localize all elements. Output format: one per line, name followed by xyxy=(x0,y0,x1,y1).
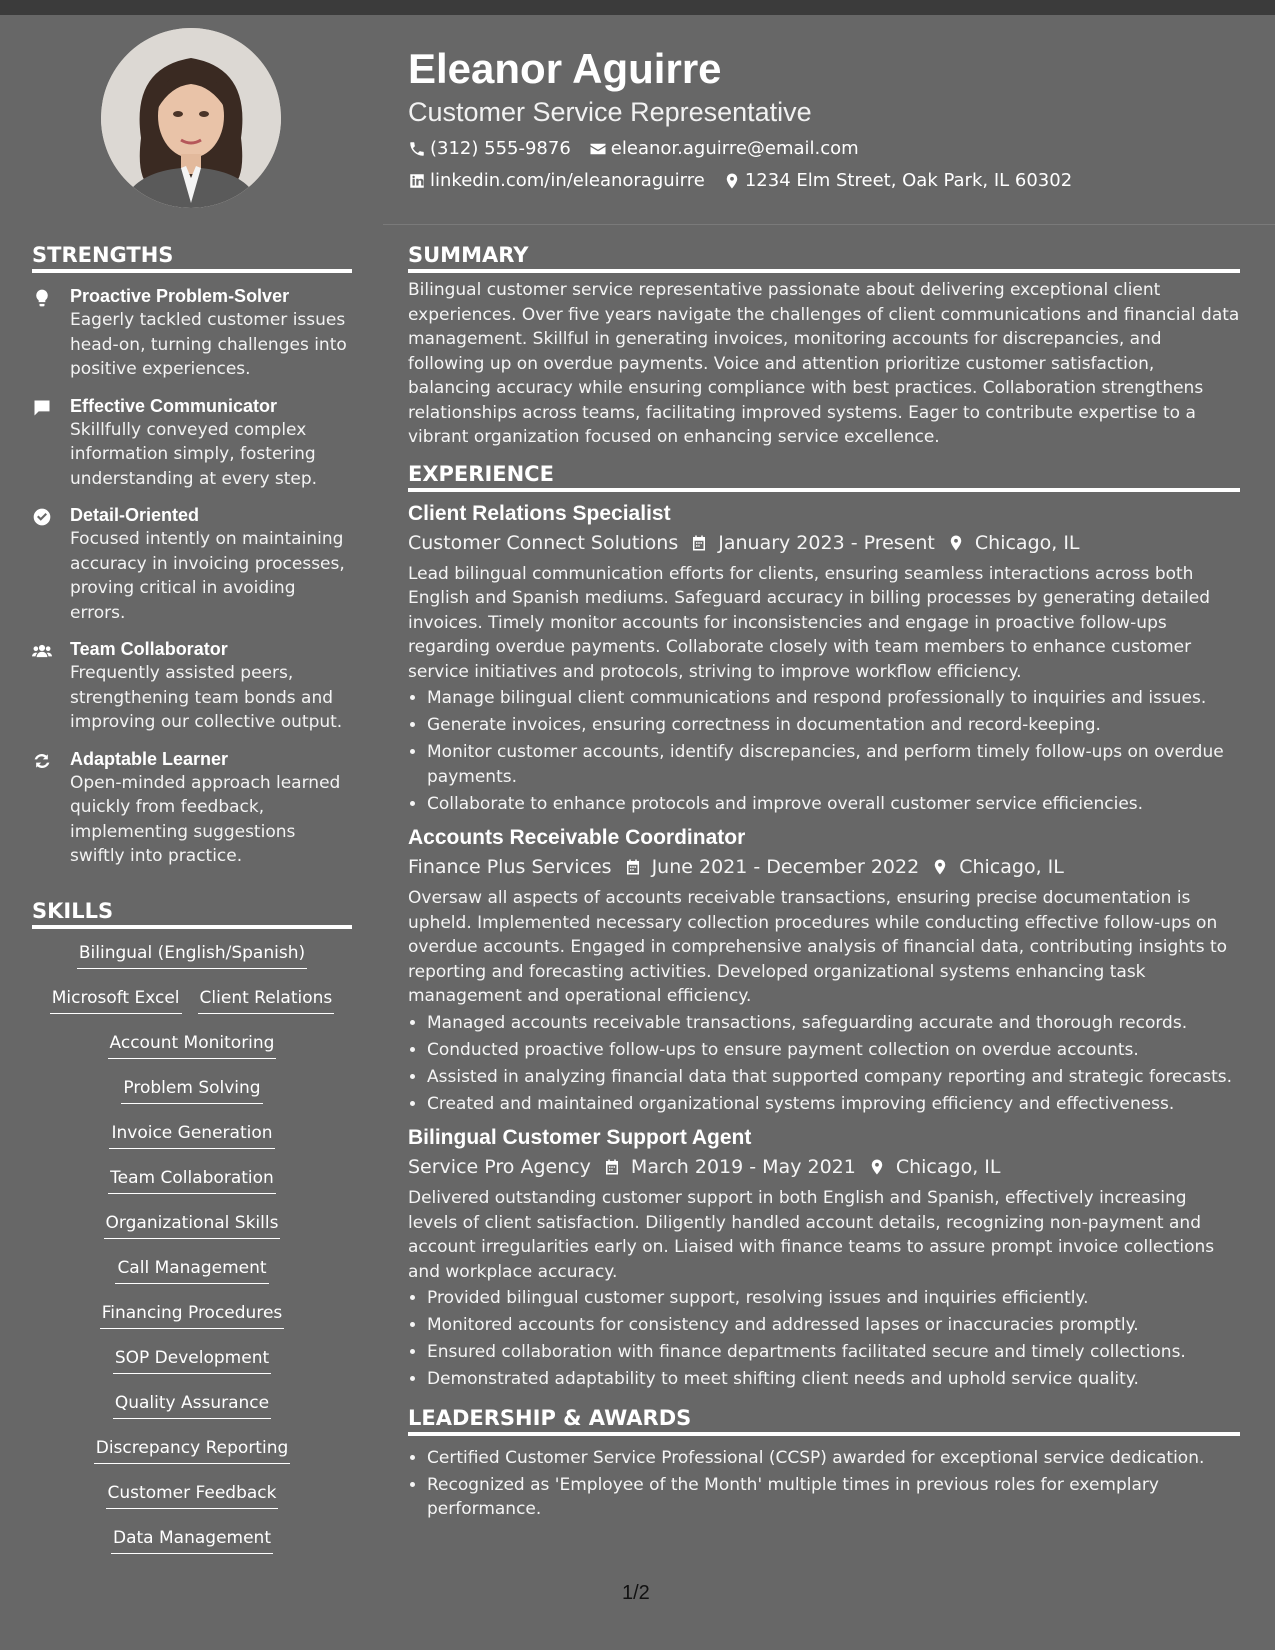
phone-icon xyxy=(408,140,426,158)
strength-title: Team Collaborator xyxy=(70,639,228,659)
map-pin-icon xyxy=(947,534,965,552)
skill-tag: Invoice Generation xyxy=(109,1121,274,1149)
job-meta xyxy=(408,1152,1240,1182)
awards-section xyxy=(408,1404,1240,1522)
address-contact xyxy=(723,165,1072,197)
check-circle-icon xyxy=(32,507,52,527)
skill-tag: Team Collaboration xyxy=(108,1166,276,1194)
bullet-item: • Generate invoices, ensuring correctness in documentation and record-keeping. xyxy=(427,713,1240,738)
strength-title: Proactive Problem-Solver xyxy=(70,286,290,306)
contact-row-2 xyxy=(408,165,1248,197)
job-role: Client Relations Specialist xyxy=(408,501,671,525)
skill-tag: Customer Feedback xyxy=(106,1481,279,1509)
summary-heading: SUMMARY xyxy=(408,241,1240,273)
strength-item xyxy=(32,285,352,382)
contact-row-1 xyxy=(408,133,1248,165)
candidate-name: Eleanor Aguirre xyxy=(408,45,722,92)
bullet-item: • Manage bilingual client communications and respond professionally to inquiries and issues. xyxy=(427,686,1240,711)
job-entry xyxy=(408,500,1240,817)
header-divider xyxy=(383,224,1275,225)
job-entry xyxy=(408,1124,1240,1392)
strength-item xyxy=(32,395,352,492)
job-meta xyxy=(408,852,1240,882)
phone-contact[interactable] xyxy=(408,133,571,165)
skills-heading: SKILLS xyxy=(32,897,352,929)
job-meta xyxy=(408,528,1240,558)
experience-section xyxy=(408,460,1240,1392)
job-role: Bilingual Customer Support Agent xyxy=(408,1126,752,1149)
bullet-item: • Managed accounts receivable transactions, safeguarding accurate and thorough records. xyxy=(427,1011,1240,1036)
skill-tag: Organizational Skills xyxy=(104,1211,281,1239)
linkedin-icon xyxy=(408,172,426,190)
resume-header xyxy=(408,45,1248,197)
map-pin-icon xyxy=(723,172,741,190)
skills-section xyxy=(32,897,352,1571)
skill-tag: Problem Solving xyxy=(121,1076,262,1104)
skill-tag: Data Management xyxy=(111,1526,273,1554)
calendar-icon xyxy=(690,534,708,552)
comment-icon xyxy=(32,398,52,418)
map-pin-icon xyxy=(931,858,949,876)
strength-desc: Open-minded approach learned quickly from feedback, implementing suggestions swiftly into practice. xyxy=(70,772,341,866)
job-dates: January 2023 - Present xyxy=(718,531,935,554)
email-contact[interactable] xyxy=(589,133,859,165)
bullet-item: • Conducted proactive follow-ups to ensure payment collection on overdue accounts. xyxy=(427,1038,1240,1063)
bullet-item: • Monitor customer accounts, identify discrepancies, and perform timely follow-ups on overdue payments. xyxy=(427,740,1240,789)
strength-desc: Frequently assisted peers, strengthening team bonds and improving our collective output. xyxy=(70,663,343,732)
job-bullets xyxy=(408,1011,1240,1117)
job-dates: June 2021 - December 2022 xyxy=(651,856,920,878)
strength-item xyxy=(32,638,352,735)
experience-heading: EXPERIENCE xyxy=(408,460,1240,492)
job-description: Lead bilingual communication efforts for clients, ensuring seamless interactions across both English and Spanish mediums. Safeguard accuracy in billing processes by generating detailed invoices. Timely monitor accounts for inconsistencies and engage in proactive follow-ups regarding overdue payments. Collaborate closely with team members to enhance customer service initiatives and protocols, striving to improve workflow efficiency. xyxy=(408,563,1210,682)
bullet-item: • Provided bilingual customer support, resolving issues and inquiries efficiently. xyxy=(427,1286,1240,1311)
envelope-icon xyxy=(589,140,607,158)
strength-desc: Eagerly tackled customer issues head-on, turning challenges into positive experiences. xyxy=(70,310,347,379)
strength-title: Detail-Oriented xyxy=(70,505,200,525)
lightbulb-icon xyxy=(32,288,52,308)
skill-tag: Microsoft Excel xyxy=(50,986,182,1014)
skill-tag: SOP Development xyxy=(113,1346,271,1374)
calendar-icon xyxy=(603,1158,621,1176)
page-indicator: 1/2 xyxy=(622,1582,650,1604)
skill-tag: Call Management xyxy=(115,1256,268,1284)
strengths-heading: STRENGTHS xyxy=(32,241,352,273)
job-description: Delivered outstanding customer support in both English and Spanish, effectively increasing levels of client satisfaction. Diligently handled account details, recognizing non-payment and account irregularities early on. Liaised with finance teams to assure prompt invoice collections and workplace accuracy. xyxy=(408,1188,1215,1282)
job-company: Service Pro Agency xyxy=(408,1156,591,1178)
strength-desc: Focused intently on maintaining accuracy in invoicing processes, proving critical in avoiding errors. xyxy=(70,529,345,623)
summary-text: Bilingual customer service representative passionate about delivering exceptional client experiences. Over five years navigate the challenges of client communications and financial data management. Skillful in generating invoices, monitoring accounts for discrepancies, and following up on overdue payments. Voice and attention prioritize customer satisfaction, balancing accuracy while ensuring compliance with best practices. Collaboration strengthens relationships across teams, facilitating improved systems. Eager to contribute expertise to a vibrant organization focused on enhancing service excellence. xyxy=(408,280,1240,447)
award-item: • Certified Customer Service Professional (CCSP) awarded for exceptional service dedication. xyxy=(427,1446,1240,1471)
bullet-item: • Created and maintained organizational systems improving efficiency and effectiveness. xyxy=(427,1092,1240,1117)
job-company: Customer Connect Solutions xyxy=(408,531,679,554)
job-location: Chicago, IL xyxy=(974,531,1080,554)
map-pin-icon xyxy=(868,1158,886,1176)
skill-tag: Client Relations xyxy=(198,986,335,1014)
job-location: Chicago, IL xyxy=(959,856,1064,878)
strength-title: Adaptable Learner xyxy=(70,748,229,769)
bullet-item: • Ensured collaboration with finance departments facilitated secure and timely collections. xyxy=(427,1340,1240,1365)
strength-title: Effective Communicator xyxy=(70,395,278,416)
job-role: Accounts Receivable Coordinator xyxy=(408,826,746,849)
refresh-icon xyxy=(32,751,52,771)
users-icon xyxy=(32,641,52,661)
awards-heading: LEADERSHIP & AWARDS xyxy=(408,1404,1240,1436)
job-description: Oversaw all aspects of accounts receivable transactions, ensuring precise documentation is upheld. Implemented necessary collection procedures while conducting effective follow-ups on overdue accounts. Engaged in comprehensive analysis of financial data, contributing insights to reporting and forecasting activities. Developed organizational systems enhancing task management and operational efficiency. xyxy=(408,888,1228,1006)
resume-page xyxy=(0,15,1275,1650)
profile-photo xyxy=(101,28,281,208)
bullet-item: • Monitored accounts for consistency and addressed lapses or inaccuracies promptly. xyxy=(427,1313,1240,1338)
left-column xyxy=(32,241,352,1571)
job-entry xyxy=(408,824,1240,1116)
job-location: Chicago, IL xyxy=(895,1156,1001,1178)
top-bar xyxy=(0,0,1275,15)
skill-tag: Quality Assurance xyxy=(113,1391,271,1419)
skill-tag: Account Monitoring xyxy=(108,1031,277,1059)
bullet-item: • Collaborate to enhance protocols and improve overall customer service efficiencies. xyxy=(427,792,1240,817)
strength-item xyxy=(32,504,352,625)
right-column xyxy=(408,241,1240,1524)
job-company: Finance Plus Services xyxy=(408,856,612,878)
skill-tag: Bilingual (English/Spanish) xyxy=(77,941,307,969)
job-bullets xyxy=(408,686,1240,816)
job-bullets xyxy=(408,1286,1240,1392)
award-item: • Recognized as 'Employee of the Month' multiple times in previous roles for exemplary performance. xyxy=(427,1473,1240,1522)
awards-list xyxy=(408,1446,1240,1522)
job-dates: March 2019 - May 2021 xyxy=(630,1156,856,1178)
strength-desc: Skillfully conveyed complex information simply, fostering understanding at every step. xyxy=(70,419,318,489)
job-title: Customer Service Representative xyxy=(408,97,812,127)
linkedin-text: linkedin.com/in/eleanoraguirre xyxy=(430,170,705,191)
skill-list xyxy=(32,941,352,1571)
skill-tag: Discrepancy Reporting xyxy=(94,1436,291,1464)
bullet-item: • Demonstrated adaptability to meet shifting client needs and uphold service quality. xyxy=(427,1367,1240,1392)
strength-item xyxy=(32,748,352,869)
bullet-item: • Assisted in analyzing financial data that supported company reporting and strategic forecasts. xyxy=(427,1065,1240,1090)
skill-tag: Financing Procedures xyxy=(100,1301,285,1329)
linkedin-contact[interactable] xyxy=(408,165,705,197)
phone-text: (312) 555-9876 xyxy=(430,138,571,159)
email-text: eleanor.aguirre@email.com xyxy=(610,138,859,159)
address-text: 1234 Elm Street, Oak Park, IL 60302 xyxy=(744,170,1073,191)
calendar-icon xyxy=(624,858,642,876)
